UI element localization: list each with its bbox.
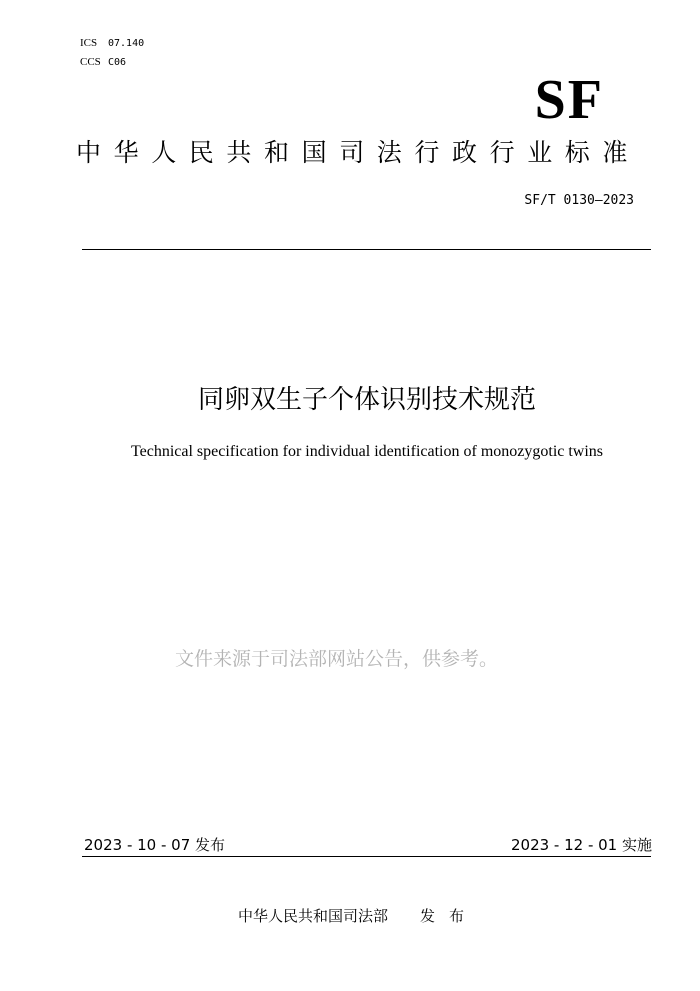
bottom-divider — [82, 856, 651, 857]
classification-codes — [80, 34, 144, 72]
issuer-verb: 发布 — [420, 907, 479, 925]
source-notice: 文件来源于司法部网站公告，供参考。 — [175, 648, 499, 670]
english-title: Technical specification for individual identification of monozygotic twins — [130, 443, 604, 460]
ccs-value: C06 — [108, 57, 127, 68]
implementation-date: 2023 - 12 - 01 实施 — [510, 836, 652, 854]
ics-label: ICS — [80, 37, 98, 49]
issue-date: 2023 - 10 - 07 发布 — [84, 836, 226, 854]
industry-standard-title: 中华人民共和国司法行政行业标准 — [76, 138, 641, 167]
issuer-line — [0, 904, 700, 928]
ccs-label: CCS — [80, 56, 101, 68]
top-divider — [82, 249, 651, 250]
ics-value: 07.140 — [108, 38, 145, 49]
sf-logo: SF — [534, 69, 604, 131]
ccs-row — [80, 53, 144, 72]
issuer-organization: 中华人民共和国司法部 — [237, 907, 388, 925]
standard-number: SF/T 0130—2023 — [524, 193, 634, 208]
chinese-title: 同卵双生子个体识别技术规范 — [197, 385, 536, 415]
ics-row — [80, 34, 144, 53]
